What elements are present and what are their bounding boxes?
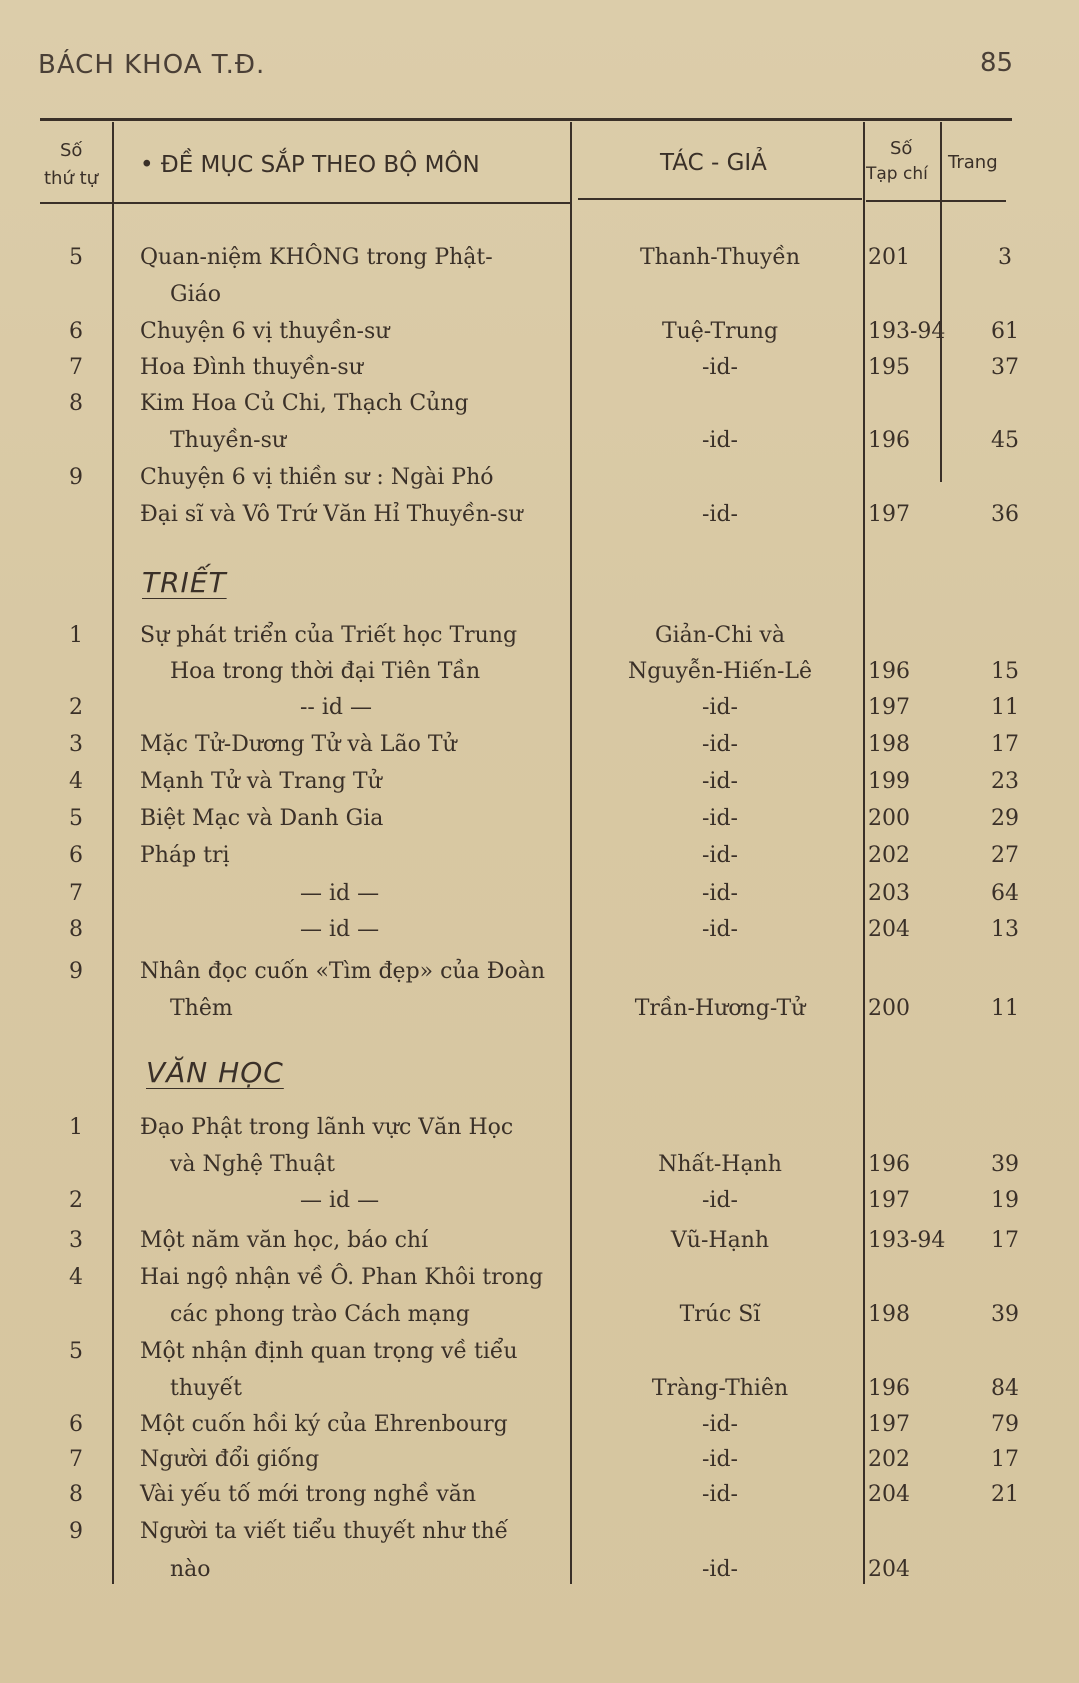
table-row bbox=[0, 460, 1079, 496]
row-title: Đại sĩ và Vô Trứ Văn Hỉ Thuyền-sư bbox=[140, 502, 523, 527]
row-issue: 200 bbox=[868, 996, 910, 1021]
row-title: Quan-niệm KHÔNG trong Phật- bbox=[140, 245, 493, 270]
table-row bbox=[0, 1110, 1079, 1146]
header-rule-left bbox=[40, 202, 570, 204]
journal-title: BÁCH KHOA T.Đ. bbox=[38, 50, 266, 80]
row-issue: 200 bbox=[868, 806, 910, 831]
row-page: 61 bbox=[991, 319, 1019, 344]
row-author: -id- bbox=[702, 1482, 738, 1507]
row-title: Mặc Tử-Dương Tử và Lão Tử bbox=[140, 732, 457, 757]
row-author: Giản-Chi và bbox=[655, 623, 785, 648]
table-row bbox=[0, 1334, 1079, 1370]
row-title: thuyết bbox=[170, 1376, 242, 1401]
row-title: Biệt Mạc và Danh Gia bbox=[140, 806, 384, 831]
row-author: -id- bbox=[702, 843, 738, 868]
row-title: Hai ngộ nhận về Ô. Phan Khôi trong bbox=[140, 1265, 544, 1290]
table-row bbox=[0, 350, 1079, 386]
row-author: Trúc Sĩ bbox=[679, 1302, 761, 1327]
table-row bbox=[0, 1371, 1079, 1407]
row-author: -id- bbox=[702, 1557, 738, 1582]
row-number: 6 bbox=[69, 843, 83, 868]
table-row bbox=[0, 991, 1079, 1027]
row-title: Chuyện 6 vị thiền sư : Ngài Phó bbox=[140, 465, 494, 490]
table-row bbox=[0, 764, 1079, 800]
table-row bbox=[0, 801, 1079, 837]
header-number-line1: Số bbox=[60, 140, 83, 161]
row-issue: 201 bbox=[868, 245, 910, 270]
row-page: 21 bbox=[991, 1482, 1019, 1507]
row-author: -id- bbox=[702, 1412, 738, 1437]
row-number: 8 bbox=[69, 1482, 83, 1507]
row-title: -- id — bbox=[300, 695, 372, 720]
row-number: 1 bbox=[69, 1115, 83, 1140]
table-row bbox=[0, 727, 1079, 763]
row-title: Thêm bbox=[170, 996, 233, 1021]
row-author: Tuệ-Trung bbox=[661, 319, 779, 344]
row-author: Vũ-Hạnh bbox=[670, 1228, 770, 1253]
section-heading-philosophy: TRIẾT bbox=[142, 566, 227, 599]
row-page: 19 bbox=[991, 1188, 1019, 1213]
table-row bbox=[0, 876, 1079, 912]
row-issue: 198 bbox=[868, 1302, 910, 1327]
header-issue-line2: Tạp chí bbox=[866, 164, 928, 184]
header-title: • ĐỀ MỤC SẮP THEO BỘ MÔN bbox=[140, 152, 480, 178]
row-title: Người ta viết tiểu thuyết như thế bbox=[140, 1519, 509, 1544]
table-row bbox=[0, 690, 1079, 726]
row-title: Một nhận định quan trọng về tiểu bbox=[140, 1339, 518, 1364]
row-title: Thuyền-sư bbox=[170, 428, 287, 453]
row-title: các phong trào Cách mạng bbox=[170, 1302, 470, 1327]
row-issue: 203 bbox=[868, 881, 910, 906]
row-author: -id- bbox=[702, 695, 738, 720]
row-number: 5 bbox=[69, 806, 83, 831]
table-row bbox=[0, 277, 1079, 313]
row-issue: 204 bbox=[868, 917, 910, 942]
row-number: 7 bbox=[69, 355, 83, 380]
section-heading-literature: VĂN HỌC bbox=[146, 1056, 284, 1089]
row-number: 7 bbox=[69, 1447, 83, 1472]
row-title: Pháp trị bbox=[140, 843, 230, 868]
table-row bbox=[0, 1223, 1079, 1259]
table-row bbox=[0, 1260, 1079, 1296]
row-page: 39 bbox=[991, 1302, 1019, 1327]
row-author: -id- bbox=[702, 1447, 738, 1472]
row-title: Nhân đọc cuốn «Tìm đẹp» của Đoàn bbox=[140, 959, 546, 984]
table-row bbox=[0, 1442, 1079, 1478]
row-page: 84 bbox=[991, 1376, 1019, 1401]
row-issue: 197 bbox=[868, 1188, 910, 1213]
page-number: 85 bbox=[980, 48, 1014, 78]
row-issue: 202 bbox=[868, 843, 910, 868]
row-title: Hoa trong thời đại Tiên Tần bbox=[170, 659, 481, 684]
row-number: 8 bbox=[69, 917, 83, 942]
row-author: -id- bbox=[702, 881, 738, 906]
row-title: Hoa Đình thuyền-sư bbox=[140, 355, 363, 380]
table-row bbox=[0, 497, 1079, 533]
row-number: 3 bbox=[69, 1228, 83, 1253]
row-issue: 196 bbox=[868, 1152, 910, 1177]
row-page: 36 bbox=[991, 502, 1019, 527]
row-author: Thanh-Thuyền bbox=[639, 245, 801, 270]
row-author: -id- bbox=[702, 428, 738, 453]
header-author: TÁC - GIẢ bbox=[660, 150, 767, 176]
row-title: Một năm văn học, báo chí bbox=[140, 1228, 429, 1253]
row-number: 8 bbox=[69, 391, 83, 416]
table-row bbox=[0, 954, 1079, 990]
row-number: 7 bbox=[69, 881, 83, 906]
row-title: — id — bbox=[300, 917, 380, 942]
row-number: 9 bbox=[69, 465, 83, 490]
row-title: Người đổi giống bbox=[140, 1447, 320, 1472]
table-row bbox=[0, 1514, 1079, 1550]
row-page: 64 bbox=[991, 881, 1019, 906]
row-issue: 193-94 bbox=[868, 1228, 946, 1253]
row-author: -id- bbox=[702, 732, 738, 757]
row-number: 6 bbox=[69, 319, 83, 344]
row-issue: 197 bbox=[868, 502, 910, 527]
row-title: nào bbox=[170, 1557, 211, 1582]
row-page: 13 bbox=[991, 917, 1019, 942]
table-row bbox=[0, 838, 1079, 874]
row-page: 17 bbox=[991, 1447, 1019, 1472]
row-issue: 197 bbox=[868, 695, 910, 720]
header-rule-right bbox=[578, 198, 862, 200]
row-title: Kim Hoa Củ Chi, Thạch Củng bbox=[140, 391, 469, 416]
table-row bbox=[0, 1407, 1079, 1443]
row-number: 2 bbox=[69, 695, 83, 720]
row-author: Nhất-Hạnh bbox=[658, 1152, 782, 1177]
row-page: 45 bbox=[991, 428, 1019, 453]
row-page: 3 bbox=[998, 245, 1012, 270]
row-author: -id- bbox=[702, 1188, 738, 1213]
row-title: Mạnh Tử và Trang Tử bbox=[140, 769, 382, 794]
row-title: Chuyện 6 vị thuyền-sư bbox=[140, 319, 390, 344]
table-row bbox=[0, 654, 1079, 690]
row-author: -id- bbox=[702, 806, 738, 831]
row-issue: 199 bbox=[868, 769, 910, 794]
row-issue: 197 bbox=[868, 1412, 910, 1437]
row-title: — id — bbox=[300, 1188, 380, 1213]
row-issue: 202 bbox=[868, 1447, 910, 1472]
row-issue: 196 bbox=[868, 659, 910, 684]
row-number: 6 bbox=[69, 1412, 83, 1437]
row-author: -id- bbox=[702, 769, 738, 794]
header-issue-line1: Số bbox=[890, 138, 913, 159]
table-row bbox=[0, 618, 1079, 654]
table-row bbox=[0, 1477, 1079, 1513]
row-page: 17 bbox=[991, 1228, 1019, 1253]
row-page: 15 bbox=[991, 659, 1019, 684]
row-number: 9 bbox=[69, 959, 83, 984]
table-row bbox=[0, 912, 1079, 948]
table-row bbox=[0, 1552, 1079, 1588]
row-page: 39 bbox=[991, 1152, 1019, 1177]
row-title: Vài yếu tố mới trong nghề văn bbox=[140, 1482, 477, 1507]
row-title: — id — bbox=[300, 881, 380, 906]
row-number: 5 bbox=[69, 1339, 83, 1364]
row-author: Nguyễn-Hiến-Lê bbox=[627, 659, 813, 684]
row-author: Tràng-Thiên bbox=[651, 1376, 789, 1401]
row-title: Một cuốn hồi ký của Ehrenbourg bbox=[140, 1412, 508, 1437]
row-page: 37 bbox=[991, 355, 1019, 380]
row-title: Sự phát triển của Triết học Trung bbox=[140, 623, 518, 648]
row-page: 29 bbox=[991, 806, 1019, 831]
row-page: 17 bbox=[991, 732, 1019, 757]
header-page: Trang bbox=[948, 152, 998, 173]
table-row bbox=[0, 386, 1079, 422]
row-issue: 195 bbox=[868, 355, 910, 380]
row-issue: 198 bbox=[868, 732, 910, 757]
row-issue: 193-94 bbox=[868, 319, 946, 344]
header-number-line2: thứ tự bbox=[44, 168, 99, 189]
row-number: 1 bbox=[69, 623, 83, 648]
row-page: 11 bbox=[991, 695, 1019, 720]
row-author: -id- bbox=[702, 917, 738, 942]
row-page: 23 bbox=[991, 769, 1019, 794]
row-issue: 196 bbox=[868, 1376, 910, 1401]
row-page: 79 bbox=[991, 1412, 1019, 1437]
row-number: 4 bbox=[69, 769, 83, 794]
row-issue: 204 bbox=[868, 1482, 910, 1507]
row-author: -id- bbox=[702, 502, 738, 527]
table-row bbox=[0, 1183, 1079, 1219]
row-author: -id- bbox=[702, 355, 738, 380]
row-author: Trần-Hương-Tử bbox=[634, 996, 806, 1021]
row-number: 4 bbox=[69, 1265, 83, 1290]
row-number: 5 bbox=[69, 245, 83, 270]
table-row bbox=[0, 240, 1079, 276]
table-row bbox=[0, 314, 1079, 350]
row-issue: 196 bbox=[868, 428, 910, 453]
row-number: 3 bbox=[69, 732, 83, 757]
table-row bbox=[0, 1147, 1079, 1183]
table-row bbox=[0, 423, 1079, 459]
row-number: 9 bbox=[69, 1519, 83, 1544]
header-rule-issue bbox=[866, 200, 1006, 202]
row-title: Giáo bbox=[170, 282, 221, 307]
table-row bbox=[0, 1297, 1079, 1333]
row-page: 27 bbox=[991, 843, 1019, 868]
row-issue: 204 bbox=[868, 1557, 910, 1582]
top-rule bbox=[40, 118, 1012, 121]
row-title: Đạo Phật trong lãnh vực Văn Học bbox=[140, 1115, 514, 1140]
row-number: 2 bbox=[69, 1188, 83, 1213]
row-page: 11 bbox=[991, 996, 1019, 1021]
row-title: và Nghệ Thuật bbox=[170, 1152, 336, 1177]
